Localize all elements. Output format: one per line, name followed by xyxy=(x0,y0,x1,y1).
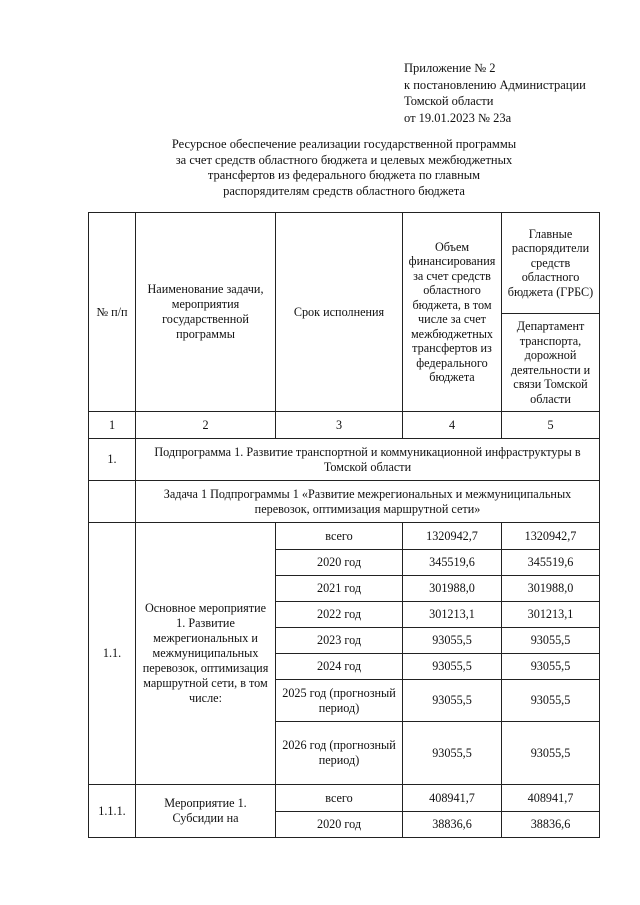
task-num-empty xyxy=(89,481,136,523)
grbs-cell: 93055,5 xyxy=(502,722,600,785)
grbs-cell: 93055,5 xyxy=(502,680,600,722)
term-cell: 2021 год xyxy=(276,576,403,602)
table-row xyxy=(89,523,600,550)
grbs-cell: 301213,1 xyxy=(502,602,600,628)
grbs-cell: 38836,6 xyxy=(502,812,600,838)
term-cell: 2023 год xyxy=(276,628,403,654)
main-event-name: Основное мероприятие 1. Развитие межрегиональных и межмуниципальных перевозок, оптимизация маршрутной сети, в том числе: xyxy=(136,523,276,785)
column-numbers-row xyxy=(89,412,600,439)
column-number: 5 xyxy=(502,412,600,439)
term-cell: 2022 год xyxy=(276,602,403,628)
appendix-line: Приложение № 2 xyxy=(404,61,496,75)
volume-cell: 408941,7 xyxy=(403,785,502,812)
term-cell: 2020 год xyxy=(276,812,403,838)
grbs-cell: 93055,5 xyxy=(502,628,600,654)
subprogram-row xyxy=(89,439,600,481)
grbs-cell: 93055,5 xyxy=(502,654,600,680)
volume-cell: 1320942,7 xyxy=(403,523,502,550)
header-num: № п/п xyxy=(89,213,136,412)
funding-table xyxy=(88,212,600,838)
term-cell: 2024 год xyxy=(276,654,403,680)
event-num: 1.1.1. xyxy=(89,785,136,838)
title-line: трансфертов из федерального бюджета по главным xyxy=(207,168,481,182)
header-volume: Объем финансирования за счет средств областного бюджета, в том числе за счет межбюджетных трансфертов из федерального бюджета xyxy=(403,213,502,412)
column-number: 4 xyxy=(403,412,502,439)
column-number: 3 xyxy=(276,412,403,439)
appendix-block xyxy=(404,60,586,126)
volume-cell: 93055,5 xyxy=(403,654,502,680)
title-line: за счет средств областного бюджета и целевых межбюджетных xyxy=(175,152,513,167)
term-cell: 2025 год (прогнозный период) xyxy=(276,680,403,722)
subprogram-num: 1. xyxy=(89,439,136,481)
appendix-line: от 19.01.2023 № 23а xyxy=(404,110,512,125)
title-line: распорядителям средств областного бюджета xyxy=(223,183,465,198)
term-cell: 2020 год xyxy=(276,550,403,576)
grbs-cell: 301988,0 xyxy=(502,576,600,602)
volume-cell: 301988,0 xyxy=(403,576,502,602)
volume-cell: 301213,1 xyxy=(403,602,502,628)
volume-cell: 93055,5 xyxy=(403,628,502,654)
task-row xyxy=(89,481,600,523)
term-cell: всего xyxy=(276,785,403,812)
header-grbs: Главные распорядители средств областного бюджета (ГРБС) xyxy=(502,213,600,314)
header-name: Наименование задачи, мероприятия государственной программы xyxy=(136,213,276,412)
grbs-cell: 345519,6 xyxy=(502,550,600,576)
grbs-cell: 1320942,7 xyxy=(502,523,600,550)
appendix-line: к постановлению Администрации xyxy=(404,77,586,92)
header-term: Срок исполнения xyxy=(276,213,403,412)
term-cell: 2026 год (прогнозный период) xyxy=(276,722,403,785)
column-number: 2 xyxy=(136,412,276,439)
subprogram-title: Подпрограмма 1. Развитие транспортной и коммуникационной инфраструктуры в Томской области xyxy=(136,439,600,481)
document-title xyxy=(90,137,598,199)
task-title: Задача 1 Подпрограммы 1 «Развитие межрегиональных и межмуниципальных перевозок, оптимизация маршрутной сети» xyxy=(136,481,600,523)
volume-cell: 93055,5 xyxy=(403,680,502,722)
event-name: Мероприятие 1. Субсидии на xyxy=(136,785,276,838)
column-number: 1 xyxy=(89,412,136,439)
table-row xyxy=(89,785,600,812)
appendix-line: Томской области xyxy=(404,94,494,108)
volume-cell: 93055,5 xyxy=(403,722,502,785)
grbs-cell: 408941,7 xyxy=(502,785,600,812)
term-cell: всего xyxy=(276,523,403,550)
volume-cell: 345519,6 xyxy=(403,550,502,576)
volume-cell: 38836,6 xyxy=(403,812,502,838)
main-event-num: 1.1. xyxy=(89,523,136,785)
header-department: Департамент транспорта, дорожной деятельности и связи Томской области xyxy=(502,314,600,412)
title-line: Ресурсное обеспечение реализации государственной программы xyxy=(171,137,517,151)
